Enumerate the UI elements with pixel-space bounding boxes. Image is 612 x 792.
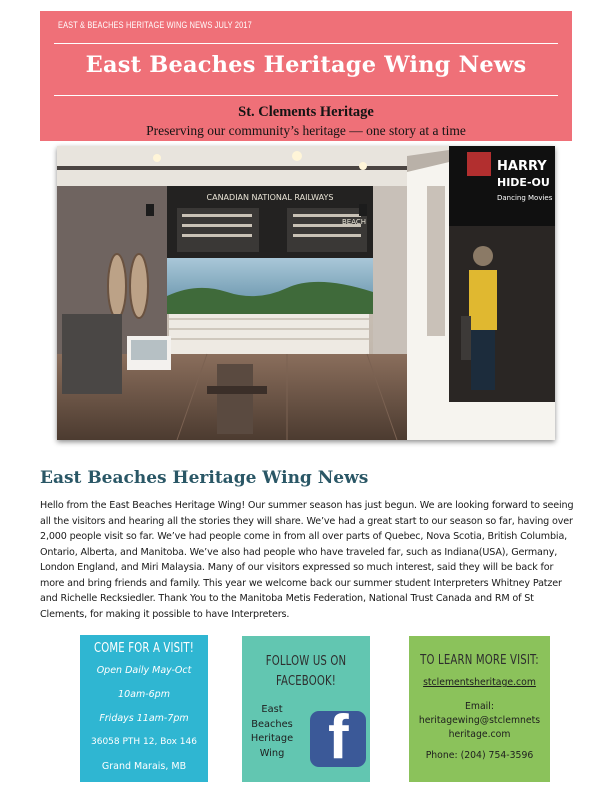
facebook-icon[interactable]: f [310,711,366,767]
issue-line: EAST & BEACHES HERITAGE WING NEWS JULY 2017 [58,20,252,30]
masthead-subtitle: St. Clements Heritage [238,104,374,120]
museum-photo [57,146,555,440]
follow-name-line-1: East [261,704,283,715]
visit-town: Grand Marais, MB [101,761,187,772]
follow-page-name [242,703,302,761]
website-link[interactable]: stclementsheritage.com [423,677,536,688]
phone-number: Phone: (204) 754-3596 [425,750,534,761]
email-label: Email: [465,701,494,712]
learn-box [409,636,550,782]
email-address-line-2[interactable]: heritage.com [448,729,511,740]
email-address-line-1[interactable]: heritagewing@stclemnets [418,715,541,726]
follow-box [242,636,370,782]
masthead [40,11,572,141]
follow-name-line-4: Wing [259,747,285,759]
visit-address: 36058 PTH 12, Box 146 [91,737,197,747]
harry-sign-text: HARRY [497,159,547,174]
learn-heading: TO LEARN MORE VISIT: [420,653,539,668]
article-heading: East Beaches Heritage Wing News [40,468,369,488]
article-body: Hello from the East Beaches Heritage Wing! Our summer season has just begun. We are looking forward to seeing all the visitors and hearing all the stories they will share. We’ve had a great start to our season so far, having over 2,000 people visit so far. We’ve had people come in from all over parts of Quebec, Nova Scotia, British Columbia, Ontario, Alberta, and Manitoba. We’ve also had people who have traveled far, such as Indiana(USA), Germany, London England, and Miri Malaysia. Many of our visitors expressed so much interest, said they will be back for more and bring friends and family. This year we welcome back our summer student Interpreters Whitney Patzer and Richelle Recksiedler. Thank You to the Manitoba Metis Federation, National Trust Canada and RM of St Clements, for making it possible to have Interpreters. [40,500,574,620]
visit-hours: 10am-6pm [118,689,170,700]
follow-heading-1: FOLLOW US ON [265,654,347,669]
rail-sign-text: CANADIAN NATIONAL RAILWAYS [206,193,334,202]
visit-days: Open Daily May-Oct [96,665,192,676]
visit-box [80,635,208,782]
masthead-tagline: Preserving our community’s heritage — one story at a time [146,123,466,138]
visit-friday-hours: Fridays 11am-7pm [99,713,189,724]
visit-heading: COME FOR A VISIT! [94,641,194,656]
masthead-rule-bottom [54,95,558,96]
follow-name-line-3: Heritage [250,733,294,744]
masthead-rule-top [54,43,558,44]
dancing-sign-text: Dancing Movies [497,194,553,202]
follow-heading-2: FACEBOOK! [275,674,337,689]
museum-interior-illustration [57,146,555,440]
hideout-sign-text: HIDE-OU [497,176,550,189]
masthead-title: East Beaches Heritage Wing News [85,52,527,78]
follow-name-line-2: Beaches [251,718,293,730]
beach-sign-text: BEACH [342,218,367,226]
